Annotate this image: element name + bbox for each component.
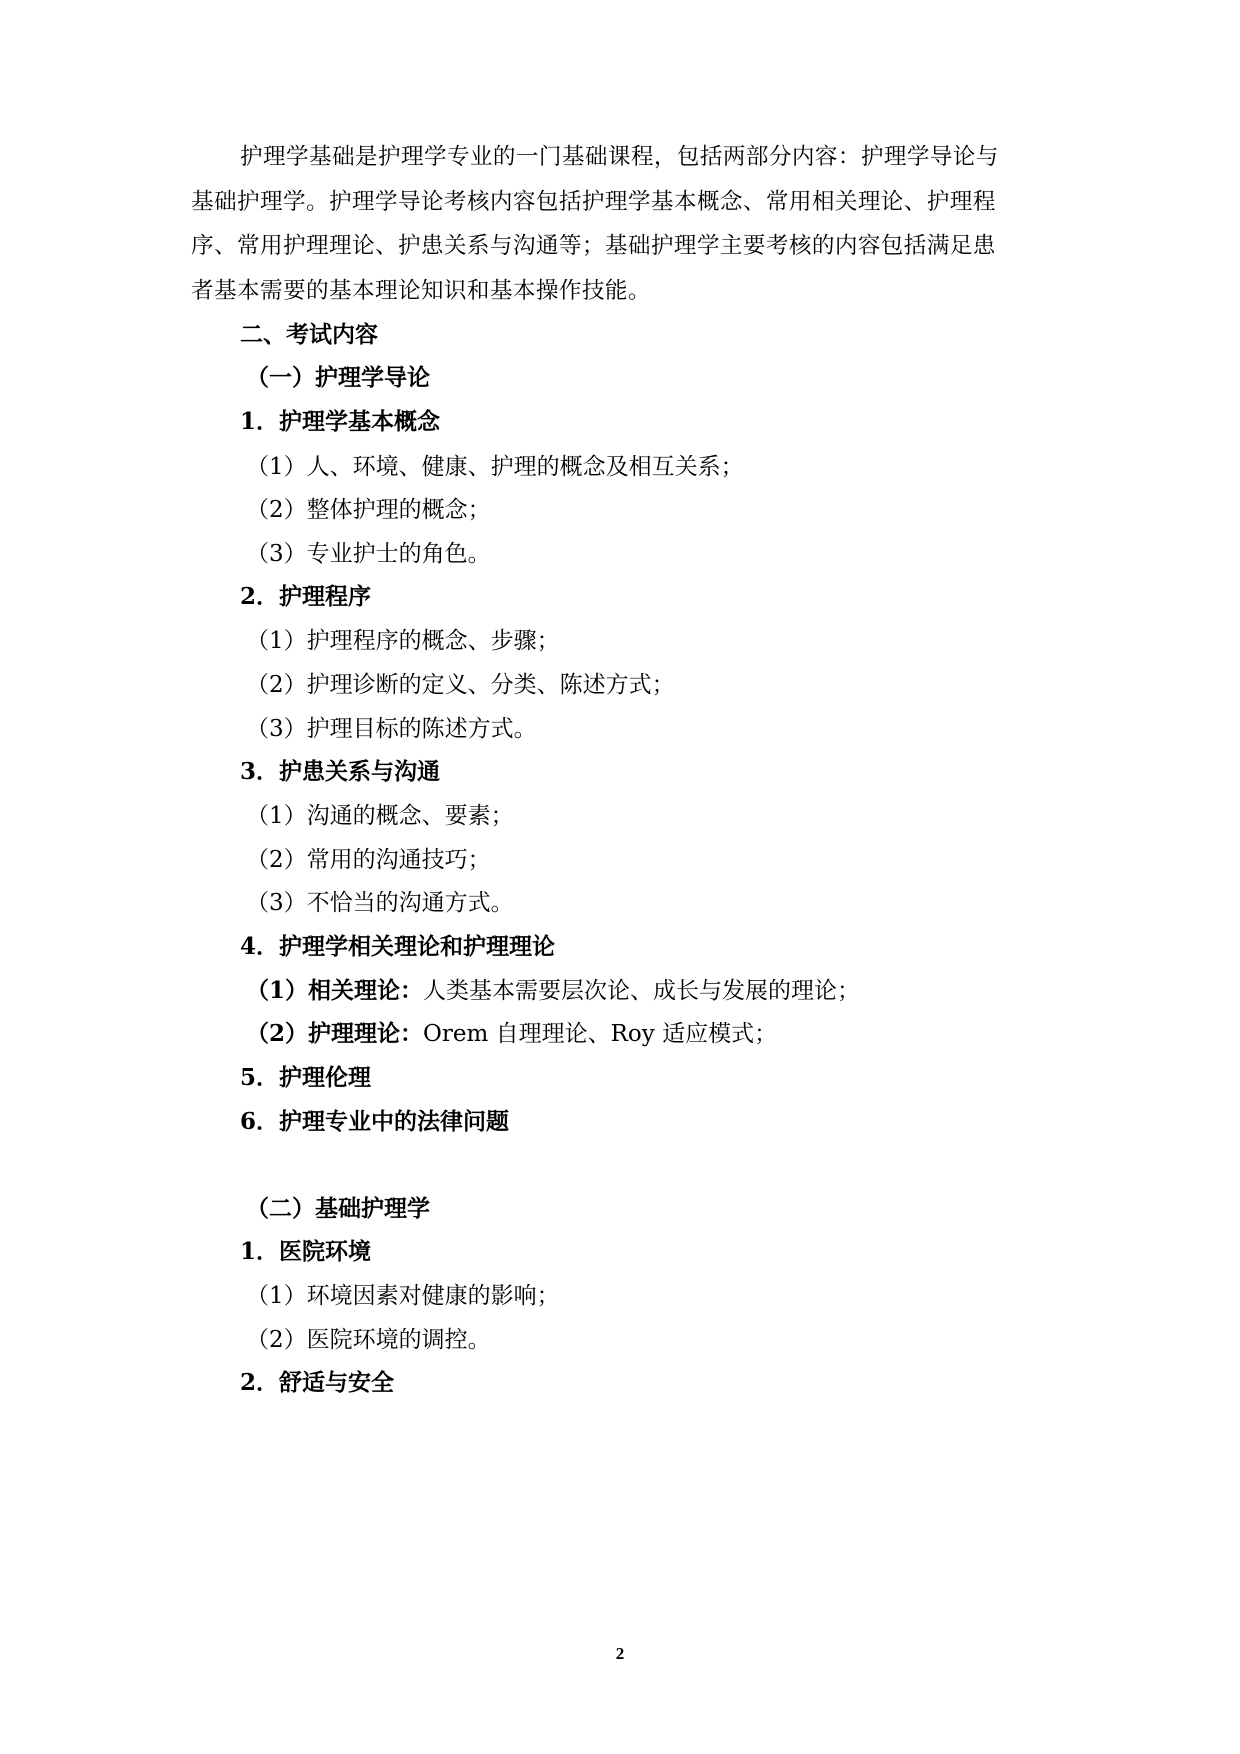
section-heading-exam-content: 二、考试内容 — [240, 321, 378, 348]
related-theory-label: （1）相关理论： — [246, 977, 424, 1004]
part1-topic1-title: 1．护理学基本概念 — [240, 408, 441, 435]
intro-line-3: 序、常用护理理论、护患关系与沟通等；基础护理学主要考核的内容包括满足患 — [191, 233, 996, 259]
nursing-theory-text: Orem 自理理论、Roy 适应模式； — [423, 1021, 778, 1047]
intro-line-4: 者基本需要的基本理论知识和基本操作技能。 — [191, 278, 651, 304]
page-number: 2 — [615, 1644, 625, 1663]
part2-topic2-title: 2．舒适与安全 — [240, 1369, 395, 1396]
part1-topic1-item3: （3）专业护士的角色。 — [246, 541, 491, 567]
intro-line-2: 基础护理学。护理学导论考核内容包括护理学基本概念、常用相关理论、护理程 — [191, 189, 996, 215]
part1-topic2-item2: （2）护理诊断的定义、分类、陈述方式； — [246, 672, 675, 698]
part1-topic4-item1 — [246, 976, 860, 1006]
part2-heading: （二）基础护理学 — [246, 1195, 430, 1222]
part1-topic2-title: 2．护理程序 — [240, 583, 372, 610]
part1-topic5-title: 5．护理伦理 — [240, 1064, 372, 1091]
part2-topic1-item2: （2）医院环境的调控。 — [246, 1327, 491, 1353]
part1-topic1-item2: （2）整体护理的概念； — [246, 497, 491, 523]
related-theory-text: 人类基本需要层次论、成长与发展的理论； — [423, 978, 861, 1004]
part1-topic3-item3: （3）不恰当的沟通方式。 — [246, 890, 514, 916]
nursing-theory-label: （2）护理理论： — [246, 1020, 424, 1047]
part2-topic1-title: 1．医院环境 — [240, 1238, 372, 1265]
part1-topic6-title: 6．护理专业中的法律问题 — [240, 1108, 510, 1135]
part1-topic3-item2: （2）常用的沟通技巧； — [246, 847, 491, 873]
part1-topic3-item1: （1）沟通的概念、要素； — [246, 803, 514, 829]
part2-topic1-item1: （1）环境因素对健康的影响； — [246, 1283, 560, 1309]
part1-topic4-title: 4．护理学相关理论和护理理论 — [240, 933, 556, 960]
part1-topic2-item1: （1）护理程序的概念、步骤； — [246, 628, 560, 654]
part1-heading: （一）护理学导论 — [246, 364, 430, 391]
part1-topic1-item1: （1）人、环境、健康、护理的概念及相互关系； — [246, 454, 744, 480]
part1-topic4-item2 — [246, 1019, 777, 1049]
part1-topic3-title: 3．护患关系与沟通 — [240, 758, 441, 785]
intro-line-1: 护理学基础是护理学专业的一门基础课程，包括两部分内容：护理学导论与 — [240, 144, 999, 170]
part1-topic2-item3: （3）护理目标的陈述方式。 — [246, 716, 537, 742]
